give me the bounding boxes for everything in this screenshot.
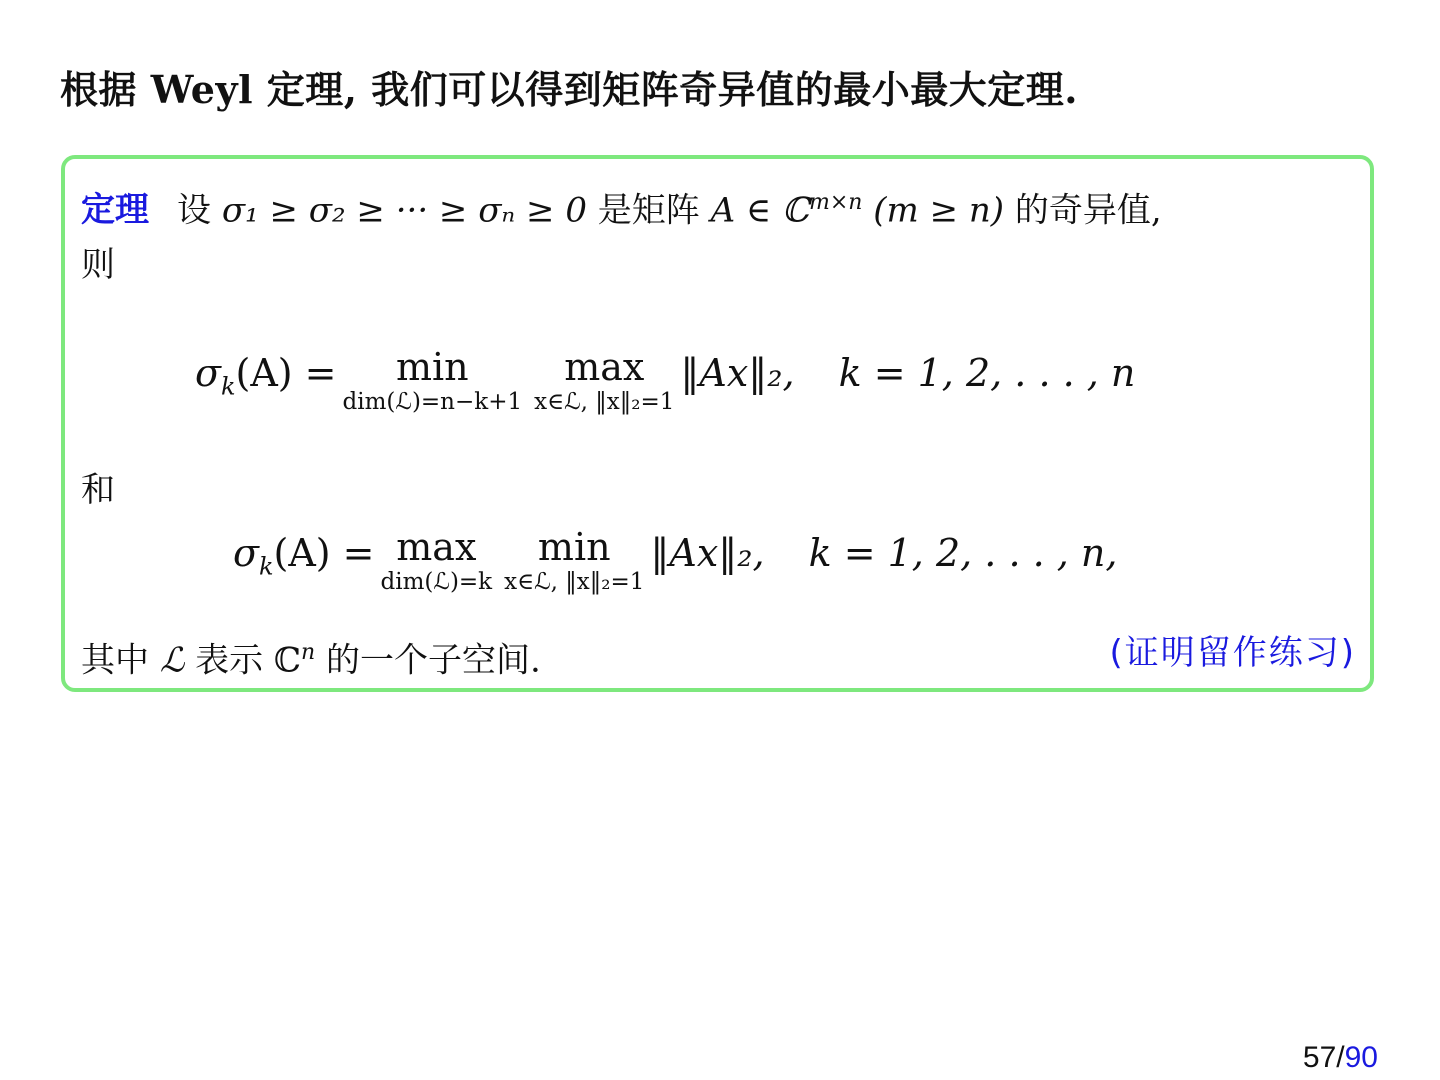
theorem-statement-line1: [81, 177, 1361, 236]
formula2-norm: ‖Ax‖₂,: [650, 531, 765, 575]
formula2-lhs: $\sigma_k(A)$ =: [233, 531, 375, 581]
statement-pre: 设: [177, 190, 222, 231]
theorem-label: 定理: [81, 190, 149, 231]
formula2-min-operator: min x∈ℒ, ‖x‖₂=1: [504, 525, 645, 595]
matrix-dimension-sup: m×n: [808, 190, 863, 215]
formula2-range: k = 1, 2, . . . , n,: [808, 531, 1118, 575]
statement-post: 的奇异值,: [1004, 190, 1162, 231]
page-total-link[interactable]: 90: [1344, 1041, 1378, 1074]
theorem-box: [61, 155, 1374, 692]
matrix-membership: A ∈ ℂ: [710, 190, 809, 231]
subspace-definition: 其中 ℒ 表示 ℂ$^n$ 的一个子空间.: [81, 640, 541, 681]
minmax-formula: [195, 345, 1135, 415]
singular-value-inequality: σ₁ ≥ σ₂ ≥ ··· ≥ σₙ ≥ 0: [221, 190, 587, 231]
formula1-max-operator: max x∈ℒ, ‖x‖₂=1: [534, 345, 675, 415]
statement-mid: 是矩阵: [586, 190, 711, 231]
dimension-condition: (m ≥ n): [862, 190, 1005, 231]
formula1-lhs: $\sigma_k(A)$ =: [195, 351, 337, 401]
formula1-norm: ‖Ax‖₂,: [680, 351, 795, 395]
formula1-min-operator: min dim(ℒ)=n−k+1: [342, 345, 523, 415]
formula1-range: k = 1, 2, . . . , n: [838, 351, 1136, 395]
page-current: 57/: [1302, 1041, 1345, 1074]
and-word: 和: [81, 470, 115, 510]
theorem-statement-line2: 则: [81, 245, 115, 285]
formula2-max-operator: max dim(ℒ)=k: [380, 525, 493, 595]
maxmin-formula: [233, 525, 1117, 595]
intro-text: 根据 Weyl 定理, 我们可以得到矩阵奇异值的最小最大定理.: [60, 67, 1078, 112]
page-number: [1303, 1040, 1378, 1076]
proof-exercise-note: (证明留作练习): [1109, 633, 1356, 673]
